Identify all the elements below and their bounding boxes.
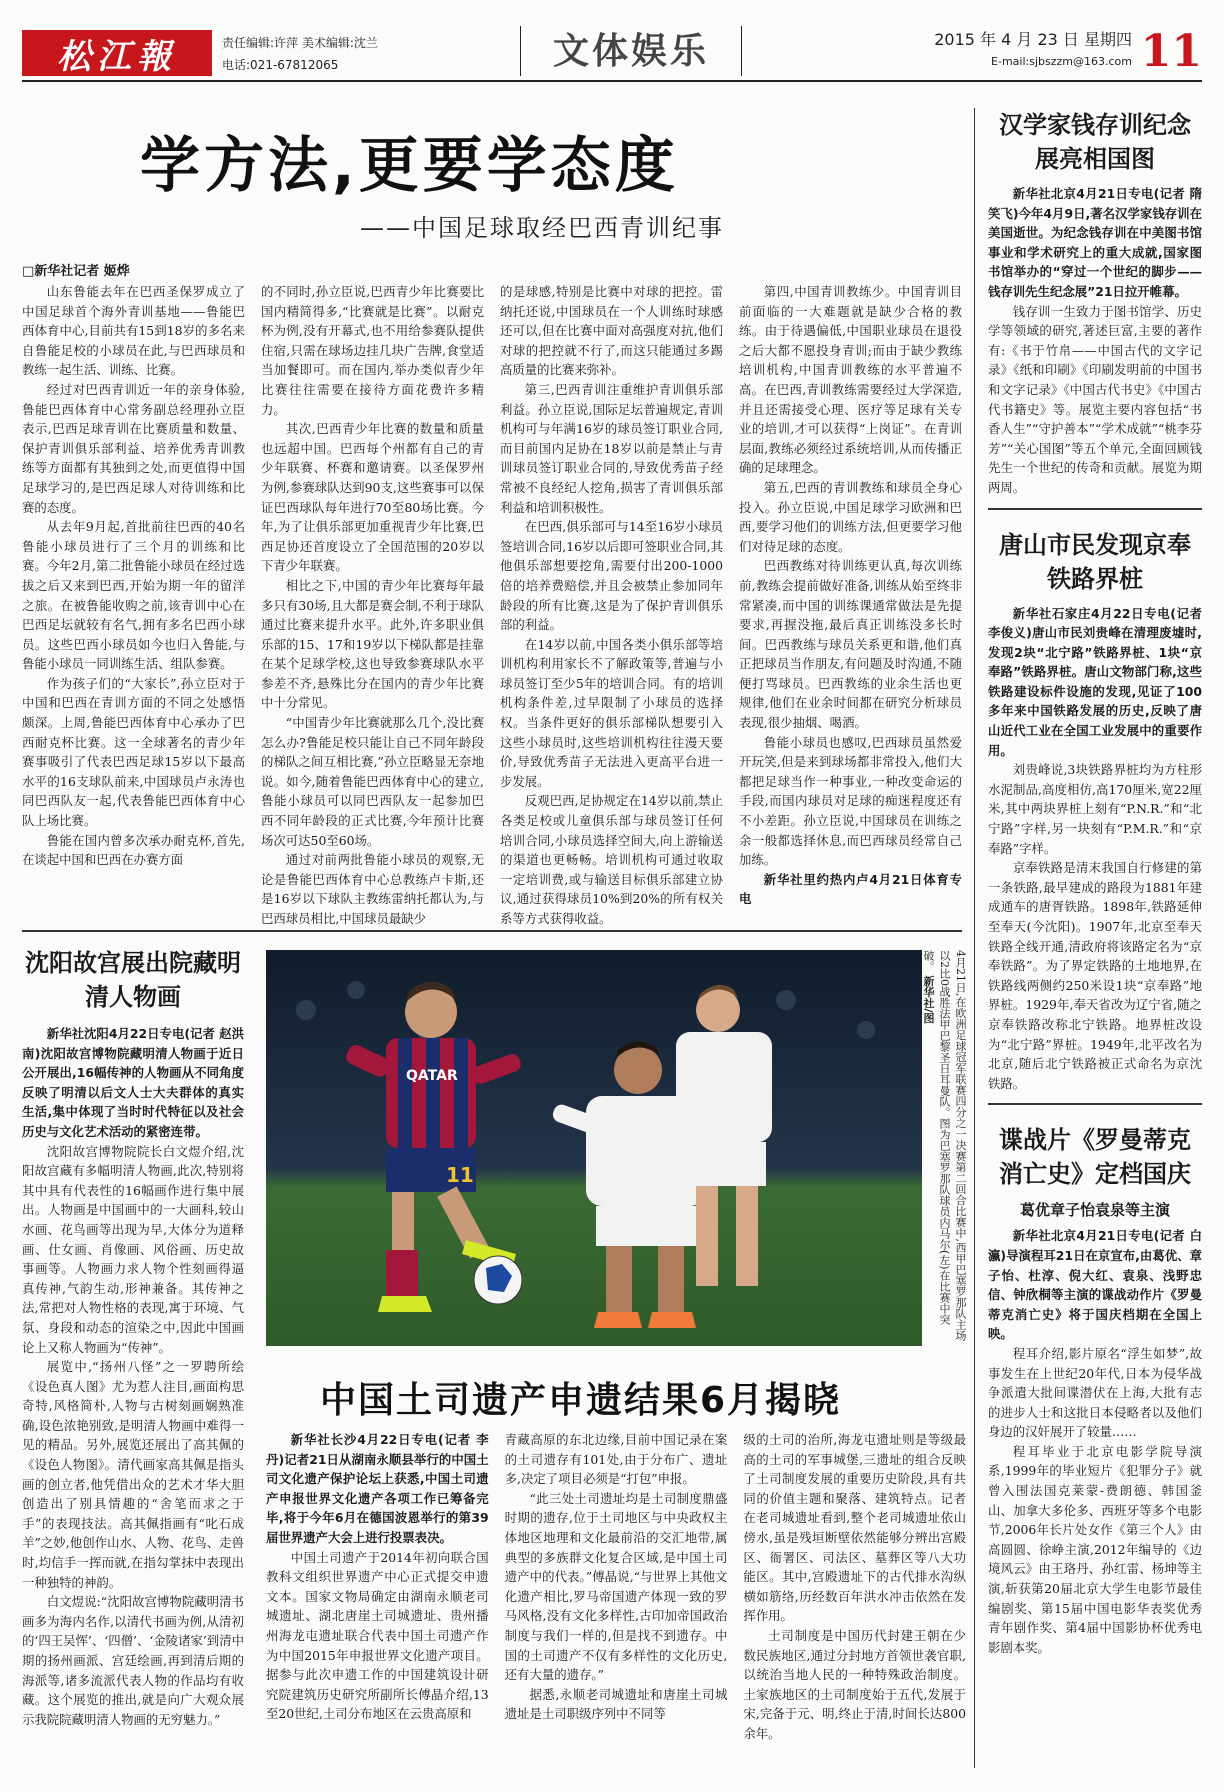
paragraph: “中国青少年比赛就那么几个,没比赛怎么办?鲁能足校只能让自己不同年龄段的梯队之间互相比赛,”孙立臣略显无奈地说。如今,随着鲁能巴西体育中心的建立,鲁能小球员可以同巴西队友一起参加巴西不同年龄段的正式比赛,今年预计比赛场次可达50至60场。 (261, 715, 484, 848)
paragraph: 在14岁以前,中国各类小俱乐部等培训机构利用家长不了解政策等,普遍与小球员签订至少5年的培训合同。有的培训机构条件差,过早限制了小球员的选择权。当条件更好的俱乐部梯队想要引入这些小球员时,这些培训机构往往漫天要价,导致优秀苗子无法进入更高平台进一步发展。 (500, 636, 723, 789)
paragraph: 沈阳故宫博物院院长白文煜介绍,沈阳故宫藏有多幅明清人物画,此次,特别将其中具有代表性的16幅画作进行集中展出。人物画是中国画中的一大画科,较山水画、花鸟画等出现为早,大体分为道释画、仕女画、肖像画、风俗画、历史故事画等。人物画力求人物个性刻画得逼真传神,气韵生动,形神兼备。其传神之法,常把对人物性格的表现,寓于环境、气氛、身段和动态的渲染之中,因此中国画论上又称人物画为“传神”。 (22, 1143, 244, 1355)
paragraph: 在巴西,俱乐部可与14至16岁小球员签培训合同,16岁以后即可签职业合同,其他俱乐部想要挖角,需要付出200-1000倍的培养费赔偿,并且会被禁止参加同年龄段的所有比赛,这是为了保护青训俱乐部的利益。 (500, 519, 723, 633)
paragraph: 从去年9月起,首批前往巴西的40名鲁能小球员进行了三个月的训练和比赛。今年2月,第二批鲁能小球员在经过选拔之后又来到巴西,开始为期一年的留洋之旅。在被鲁能收购之前,该青训中心在巴西足坛就较有名气,拥有多名巴西小球员。这些巴西小球员如今也归入鲁能,与鲁能小球员一同训练生活、组队参赛。 (22, 519, 245, 672)
paragraph: 中国土司遗产于2014年初向联合国教科文组织世界遗产中心正式提交申遗文本。国家文物局确定由湖南永顺老司城遗址、湖北唐崖土司城遗址、贵州播州海龙屯遗址联合代表中国土司遗产作为中国2015年申报世界文化遗产项目。据参与此次申遗工作的中国建筑设计研究院建筑历史研究所副所长傅晶介绍,13至20世纪,土司分布地区在云贵高原和 (266, 1549, 489, 1722)
paragraph: 相比之下,中国的青少年比赛每年最多只有30场,且大都是赛会制,不利于球队通过比赛来提升水平。此外,许多职业俱乐部的15、17和19岁以下梯队都是挂靠在某个足球学校,这也导致参赛球队水平参差不齐,悬殊比分在国内的青少年比赛中十分常见。 (261, 577, 484, 711)
lead-col-1 (22, 282, 245, 932)
paragraph: 展览中,“扬州八怪”之一罗聘所绘《设色真人图》尤为惹人注目,画面构思奇特,风格简朴,人物与古树刻画娴熟准确,设色浓艳别致,是明清人物画中难得一见的精品。另外,展览还展出了高其佩的《设色人物图》。清代画家高其佩是指头画的创立者,他凭借出众的艺术才华大胆创造出了别具情趣的“舍笔而求之于手”的表现技法。高其佩指画有“叱石成羊”之妙,他创作山水、人物、花鸟、走兽时,均信手一挥而就,在指勾掌抹中表现出一种独特的神韵。 (22, 1359, 244, 1590)
shirt-sponsor: QATAR (406, 1068, 458, 1084)
football (474, 1256, 522, 1304)
left-column (22, 946, 244, 1729)
paragraph: 山东鲁能去年在巴西圣保罗成立了中国足球首个海外青训基地——鲁能巴西体育中心,目前共有15到18岁的多名来自鲁能足校的小球员在此,与巴西球员和教练一起生活、训练、比赛。 (22, 284, 245, 378)
paragraph: 京奉铁路是清末我国自行修建的第一条铁路,最早建成的路段为1881年建成通车的唐胥铁路。1898年,铁路延伸至奉天(今沈阳)。1907年,北京至奉天铁路全线开通,清政府将该路定名为“京奉铁路”。为了界定铁路的土地地界,在铁路线两侧约250米设1块“京奉路”地界桩。1929年,奉天省改为辽宁省,随之京奉铁路改称北宁铁路。地界桩改设为“北宁路”界桩。1949年,北平改名为北京,随后北宁铁路被正式命名为京沈铁路。 (988, 860, 1202, 1091)
paragraph: 新华社北京4月21日专电(记者 白瀛)导演程耳21日在京宣布,由葛优、章子怡、杜淳、倪大红、袁泉、浅野忠信、钟欣桐等主演的谍战动作片《罗曼蒂克消亡史》将于国庆档期在全国上映。 (988, 1228, 1202, 1342)
paragraph: 程耳毕业于北京电影学院导演系,1999年的毕业短片《犯罪分子》就曾入围法国克莱蒙-费朗德、韩国釜山、加拿大多伦多、西班牙等多个电影节,2006年长片处女作《第三个人》由高圆圆、徐峥主演,2012年编导的《边境风云》由王珞丹、孙红雷、杨坤等主演,斩获第20届北京大学生电影节最佳编剧奖、第15届中国电影华表奖优秀青年剧作奖、第4届中国影协杯优秀电影剧本奖。 (988, 1443, 1202, 1655)
paragraph: 据悉,永顺老司城遗址和唐崖土司城遗址是土司职级序列中不同等 (504, 1686, 728, 1722)
paragraph: 第三,巴西青训注重维护青训俱乐部利益。孙立臣说,国际足坛普遍规定,青训机构可与年满16岁的球员签订职业合同,而目前国内足协在18岁以前是禁止与青训球员签订职业合同的,导致优秀苗子经常被不良经纪人挖角,损害了青训俱乐部利益和培训积极性。 (500, 381, 723, 515)
editors: 责任编辑:许萍 美术编辑:沈兰 (222, 36, 378, 50)
right-column (988, 108, 1202, 1657)
lead-headline: 学方法,更要学态度 (140, 131, 679, 201)
lead-byline: □新华社记者 姬烨 (22, 264, 130, 279)
issue-date: 2015 年 4 月 23 日 星期四 (934, 30, 1132, 49)
paragraph: 新华社石家庄4月22日专电(记者 李俊义)唐山市民刘贵峰在清理废墟时,发现2块“北宁路”铁路界桩、1块“京奉路”铁路界桩。唐山文物部门称,这些铁路建设标件设施的发现,见证了100多年来中国铁路发展的历史,反映了唐山近代工业在全国工业发展中的重要作用。 (988, 605, 1202, 758)
divider (988, 1103, 1202, 1105)
article-subhead: 葛优章子怡袁泉等主演 (1019, 1201, 1170, 1220)
page-number: 11 (1140, 26, 1202, 77)
photo-credit: 新华社/图 (922, 975, 935, 1024)
article-body (988, 604, 1202, 1094)
article-headline: 唐山市民发现京奉铁路界桩 (999, 529, 1191, 593)
paragraph: 新华社沈阳4月22日专电(记者 赵洪南)沈阳故宫博物院藏明清人物画于近日公开展出,16幅传神的人物画从不同角度反映了明清以后文人士大夫群体的真实生活,集中体现了当时时代特征以及社会历史与文化艺术活动的紧密连带。 (22, 1026, 244, 1139)
article-headline: 中国土司遗产申遗结果6月揭晓 (320, 1380, 842, 1421)
email: E-mail:sjbszzm@163.com (991, 55, 1132, 68)
photo-caption (922, 950, 968, 1346)
caption-text: 4月21日,在欧洲足球冠军联赛四分之一决赛第二回合比赛中,西甲巴塞罗那队主场以2比0战胜法甲巴黎圣日耳曼队。图为巴塞罗那队球员内马尔(左)在比赛中突破。 (922, 950, 967, 1341)
section-title: 文体娱乐 (520, 26, 742, 76)
editor-info (222, 32, 378, 76)
paragraph: 新华社长沙4月22日专电(记者 李丹)记者21日从湖南永顺县举行的中国土司文化遗产保护论坛上获悉,中国土司遗产申报世界文化遗产各项工作已筹备完毕,将于今年6月在德国波恩举行的第39届世界遗产大会上进行投票表决。 (266, 1432, 489, 1545)
paragraph: 白文煜说:“沈阳故宫博物院藏明清书画多为海内名作,以清代书画为例,从清初的‘四王吴恽’、‘四僧’、‘金陵诸家’到清中期的扬州画派、宫廷绘画,再到清后期的海派等,诸多流派代表人物的作品均有收藏。这个展览的推出,就是向广大观众展示我院院藏明清人物画的无穷魅力。” (22, 1594, 244, 1727)
paragraph: 反观巴西,足协规定在14岁以前,禁止各类足校或儿童俱乐部与球员签订任何培训合同,小球员选择空间大,向上游输送的渠道也更畅畅。培训机构可通过收取一定培训费,或与输送目标俱乐部建立协议,通过获得球员10%到20%的所有权关系等方式获得收益。 (500, 793, 723, 926)
paragraph: 鲁能在国内曾多次承办耐克杯,首先,在谈起中国和巴西在办赛方面 (22, 832, 245, 868)
paragraph: 第五,巴西的青训教练和球员全身心投入。孙立臣说,中国足球学习欧洲和巴西,要学习他们的训练方法,但更要学习他们对待足球的态度。 (739, 479, 962, 554)
lead-col-4 (739, 282, 962, 932)
masthead (22, 26, 1202, 82)
news-photo (266, 950, 922, 1346)
paragraph: 级的土司的治所,海龙屯遗址则是等级最高的土司的军事城堡,三遗址的组合反映了土司制度发展的重要历史阶段,具有共同的价值主题和聚落、建筑特点。记者在老司城遗址看到,整个老司城遗址依山傍水,虽是残垣断壁依然能够分辨出宫殿区、衙署区、司法区、墓葬区等八大功能区。其中,宫殿遗址下的古代排水沟纵横如筋络,历经数百年洪水冲击依然在发挥作用。 (743, 1432, 967, 1624)
article-body (988, 1226, 1202, 1657)
newspaper-logo: 松江報 (22, 30, 212, 76)
paragraph: 经过对巴西青训近一年的亲身体验,鲁能巴西体育中心常务副总经理孙立臣表示,巴西足球青训在比赛质量和数量、保护青训俱乐部利益、培养优秀青训教练等方面都有其独到之处,而更值得中国足球学习的,是巴西足球人对待训练和比赛的态度。 (22, 381, 245, 515)
column-divider (974, 108, 975, 1768)
article-headline: 汉学家钱存训纪念展亮相国图 (999, 110, 1191, 173)
article-body (266, 1430, 966, 1770)
paragraph: 巴西教练对待训练更认真,每次训练前,教练会提前做好准备,训练从始至终非常紧凑,而中国的训练课通常做法是先提要求,再握没拖,最后真正训练没多长时间。巴西教练与球员关系更和谐,他们真正把球员当作朋友,有问题及时沟通,不随便打骂球员。巴西教练的业余生活也更规律,他们在业余时间都在研究分析球员表现,很少抽烟、喝酒。 (739, 558, 962, 731)
phone: 电话:021-67812065 (222, 58, 339, 72)
article-headline: 谍战片《罗曼蒂克消亡史》定档国庆 (999, 1125, 1191, 1189)
paragraph: 其次,巴西青少年比赛的数量和质量也远超中国。巴西每个州都有自己的青少年联赛、杯赛和邀请赛。以圣保罗州为例,参赛球队达到90支,这些赛事可以保证巴西球队每年进行70至80场比赛。今年,为了让俱乐部更加重视青少年比赛,巴西足协还首度设立了全国范围的20岁以下青少年联赛。 (261, 421, 484, 574)
paragraph: 的是球感,特别是比赛中对球的把控。雷纳托还说,中国球员在一个人训练时球感还可以,但在比赛中面对高强度对抗,他们对球的把控就不行了,而这只能通过多踢高质量的比赛来弥补。 (500, 284, 723, 378)
paragraph: 新华社北京4月21日专电(记者 隋笑飞)今年4月9日,著名汉学家钱存训在美国逝世。为纪念钱存训在中美图书馆事业和学术研究上的重大成就,国家图书馆举办的“穿过一个世纪的脚步——钱存训先生纪念展”21日拉开帷幕。 (988, 186, 1202, 299)
paragraph: 鲁能小球员也感叹,巴西球员虽然爱开玩笑,但是来到球场都非常投入,他们大都把足球当作一种事业,一种改变命运的手段,而国内球员对足球的痴迷程度还有不小差距。孙立臣说,中国球员在训练之余一般都选择休息,而巴西球员经常自己加练。 (739, 734, 962, 868)
paragraph: 通过对前两批鲁能小球员的观察,无论是鲁能巴西体育中心总教练卢卡斯,还是16岁以下球队主教练雷纳托都认为,与巴西球员相比,中国球员最缺少 (261, 852, 484, 926)
paragraph: “此三处土司遗址均是土司制度鼎盛时期的遗存,位于土司地区与中央政权主体地区地理和文化最前沿的交汇地带,属典型的多族群文化复合区域,是中国土司遗产中的代表。”傅晶说,“与世界上其他文化遗产相比,罗马帝国遗产体现一致的罗马风格,没有文化多样性,古印加帝国政治制度与我们一样的,但是找不到遗存。中国的土司遗产不仅有多样性的文化历史,还有大量的遗存。” (504, 1490, 728, 1683)
lead-col-2 (261, 282, 484, 932)
article-headline: 沈阳故宫展出院藏明清人物画 (25, 948, 241, 1011)
article-body (988, 184, 1202, 498)
paragraph: 青藏高原的东北边缘,目前中国记录在案的土司遗存有101处,由于分布广、遗址多,决定了项目必须是“打包”申报。 (504, 1432, 728, 1487)
shirt-number: 11 (446, 1163, 474, 1187)
divider (22, 930, 962, 932)
paragraph: 第四,中国青训教练少。中国青训目前面临的一大难题就是缺少合格的教练。由于待遇偏低,中国职业球员在退役之后大都不愿投身青训;而由于缺少教练培训机构,中国青训教练的水平普遍不高。在巴西,青训教练需要经过大学深造,并且还需接受心理、医疗等足球有关专业的培训,才可以获得“上岗证”。在青训层面,教练必须经过系统培训,从而传播正确的足球理念。 (739, 284, 962, 476)
dateline: 新华社里约热内卢4月21日体育专电 (739, 871, 962, 907)
football-photo-illustration (266, 950, 922, 1346)
lead-subhead: ——中国足球取经巴西青训纪事 (360, 214, 724, 242)
article-body (22, 1024, 244, 1729)
article-col-1 (266, 1430, 489, 1770)
lead-body (22, 282, 962, 932)
paragraph: 刘贵峰说,3块铁路界桩均为方柱形水泥制品,高度相仿,高170厘米,宽22厘米,其中两块界桩上刻有“P.N.R.”和“北宁路”字样,另一块刻有“P.M.R.”和“京奉路”字样。 (988, 762, 1202, 856)
lead-col-3 (500, 282, 723, 932)
paragraph: 钱存训一生致力于图书馆学、历史学等领域的研究,著述巨富,主要的著作有:《书于竹帛——中国古代的文字记录》《纸和印刷》《印刷发明前的中国书和文字记录》《中国古代书史》《中国古代书籍史》等。展览主要内容包括“书香人生”“守护善本”“学术成就”“桃李芬芳”“关心国图”等五个单元,全面回顾钱先生一个世纪的传奇和贡献。展览为期两周。 (988, 303, 1202, 495)
paragraph: 作为孩子们的“大家长”,孙立臣对于中国和巴西在青训方面的不同之处感悟颇深。上周,鲁能巴西体育中心承办了巴西耐克杯比赛。这一全球著名的青少年赛事吸引了代表巴西足球15岁以下最高水平的16支球队前来,中国球员卢永涛也同巴西队友一起,代表鲁能巴西体育中心队上场比赛。 (22, 675, 245, 829)
date-info (934, 28, 1132, 72)
divider (988, 508, 1202, 510)
paragraph: 程耳介绍,影片原名“浮生如梦”,故事发生在上世纪20年代,日本为侵华战争派遣大批间谍潜伏在上海,大批有志的进步人士和这批日本侵略者以及他们身边的汉奸展开了较量…… (988, 1345, 1202, 1440)
paragraph: 土司制度是中国历代封建王朝在少数民族地区,通过分封地方首领世袭官职,以统治当地人民的一种特殊政治制度。土家族地区的土司制度始于五代,发展于宋,完备于元、明,终止于清,时间长达800余年。 (743, 1627, 967, 1741)
article-col-2 (505, 1430, 728, 1770)
paragraph: 的不同时,孙立臣说,巴西青少年比赛要比国内精简得多,“比赛就是比赛”。以耐克杯为例,没有开幕式,也不用给参赛队提供住宿,只需在球场边挂几块广告牌,食堂适当加餐即可。而在国内,举办类似青少年比赛往往需要在接待方面花费许多精力。 (261, 284, 484, 417)
article-col-3 (743, 1430, 966, 1770)
